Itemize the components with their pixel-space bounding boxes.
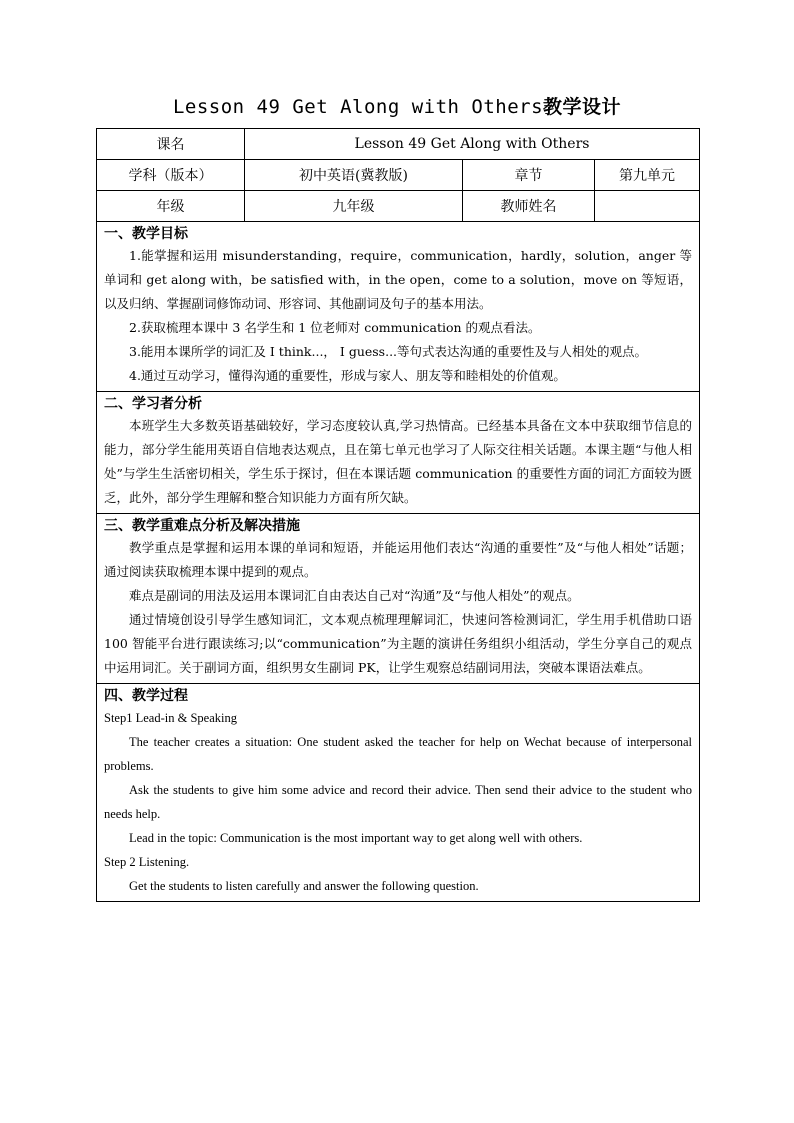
process-paragraph-3: Lead in the topic: Communication is the most important way to get along well with others. bbox=[129, 831, 583, 845]
goals-item-3: 3.能用本课所学的词汇及 I think...， I guess...等句式表达沟通的重要性及与人相处的观点。 bbox=[129, 344, 648, 359]
subject-value: 初中英语(冀教版) bbox=[245, 160, 463, 191]
teacher-value bbox=[595, 191, 700, 222]
document-title bbox=[0, 92, 794, 119]
process-paragraph-4: Get the students to listen carefully and answer the following question. bbox=[129, 879, 479, 893]
course-label: 课名 bbox=[97, 129, 245, 160]
learners-heading: 二、学习者分析 bbox=[104, 396, 202, 412]
keypoints-heading: 三、教学重难点分析及解决措施 bbox=[104, 518, 300, 534]
chapter-value: 第九单元 bbox=[595, 160, 700, 191]
process-step-2: Step 2 Listening. bbox=[104, 855, 190, 869]
lesson-plan-table bbox=[96, 128, 700, 902]
teacher-label: 教师姓名 bbox=[463, 191, 595, 222]
subject-row bbox=[97, 160, 700, 191]
chapter-label: 章节 bbox=[463, 160, 595, 191]
goals-item-1: 1.能掌握和运用 misunderstanding，require，communication，hardly，solution，anger 等单词和 get along with，be satisfied with，in the open，come to a solution，move on 等短语，以及归纳、掌握副词修饰动词、形容词、其他副词及句子的基本用法。 bbox=[104, 248, 693, 311]
process-heading: 四、教学过程 bbox=[104, 688, 188, 704]
goals-section bbox=[97, 222, 700, 392]
grade-row bbox=[97, 191, 700, 222]
learners-paragraph: 本班学生大多数英语基础较好，学习态度较认真,学习热情高。已经基本具备在文本中获取细节信息的能力，部分学生能用英语自信地表达观点，且在第七单元也学习了人际交往相关话题。本课主题“与他人相处”与学生生活密切相关，学生乐于探讨，但在本课话题 communication 的重要性方面的词汇方面较为匮乏，此外，部分学生理解和整合知识能力方面有所欠缺。 bbox=[104, 418, 693, 505]
process-step-1: Step1 Lead-in & Speaking bbox=[104, 711, 237, 725]
process-section bbox=[97, 684, 700, 902]
learners-row bbox=[97, 392, 700, 514]
process-row bbox=[97, 684, 700, 902]
goals-row bbox=[97, 222, 700, 392]
process-paragraph-2: Ask the students to give him some advice and record their advice. Then send their advice to the student who needs help. bbox=[104, 783, 693, 821]
keypoints-row bbox=[97, 514, 700, 684]
goals-item-4: 4.通过互动学习，懂得沟通的重要性，形成与家人、朋友等和睦相处的价值观。 bbox=[129, 368, 566, 383]
title-english: Lesson 49 Get Along with Others bbox=[172, 96, 544, 118]
course-value: Lesson 49 Get Along with Others bbox=[245, 129, 700, 160]
learners-section bbox=[97, 392, 700, 514]
goals-item-2: 2.获取梳理本课中 3 名学生和 1 位老师对 communication 的观点看法。 bbox=[129, 320, 541, 335]
process-paragraph-1: The teacher creates a situation: One student asked the teacher for help on Wechat because of interpersonal problems. bbox=[104, 735, 693, 773]
keypoints-paragraph-3: 通过情境创设引导学生感知词汇，文本观点梳理理解词汇，快速问答检测词汇，学生用手机借助口语 100 智能平台进行跟读练习;以“communication”为主题的演讲任务组织小组活动，学生分享自己的观点中运用词汇。关于副词方面，组织男女生副词 PK，让学生观察总结副词用法，突破本课语法难点。 bbox=[104, 612, 693, 675]
course-row bbox=[97, 129, 700, 160]
grade-label: 年级 bbox=[97, 191, 245, 222]
goals-heading: 一、教学目标 bbox=[104, 226, 188, 242]
keypoints-paragraph-2: 难点是副词的用法及运用本课词汇自由表达自己对“沟通”及“与他人相处”的观点。 bbox=[129, 588, 580, 603]
keypoints-section bbox=[97, 514, 700, 684]
subject-label: 学科（版本） bbox=[97, 160, 245, 191]
keypoints-paragraph-1: 教学重点是掌握和运用本课的单词和短语，并能运用他们表达“沟通的重要性”及“与他人相处”话题；通过阅读获取梳理本课中提到的观点。 bbox=[104, 540, 693, 579]
grade-value: 九年级 bbox=[245, 191, 463, 222]
title-chinese: 教学设计 bbox=[543, 96, 622, 118]
